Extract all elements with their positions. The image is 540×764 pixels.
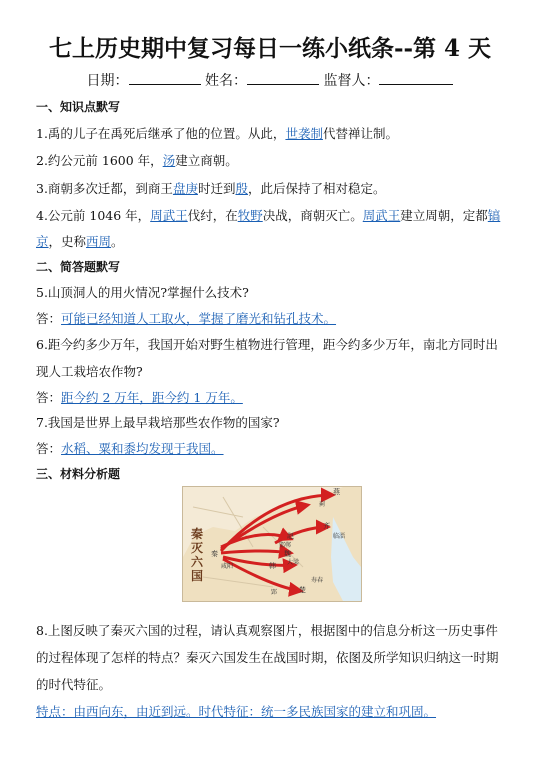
question-4-cont: 京，史称西周。 — [36, 234, 124, 249]
answer: 世袭制 — [285, 126, 323, 141]
map-label: 楚 — [299, 586, 306, 594]
answer: 周武王 — [150, 208, 188, 223]
map-label: 韩 — [269, 562, 276, 570]
answer: 西周 — [86, 234, 112, 249]
answer: 可能已经知道人工取火，掌握了磨光和钻孔技术。 — [61, 311, 337, 326]
name-field[interactable] — [247, 70, 319, 85]
map-label: 临淄 — [333, 533, 346, 540]
map-label: 赵 — [287, 532, 294, 540]
map-label: 邯郸 — [279, 542, 292, 549]
qin-unification-map — [182, 486, 362, 602]
section-short-answer: 二、简答题默写 — [36, 260, 121, 274]
answer-5: 答：可能已经知道人工取火，掌握了磨光和钻孔技术。 — [36, 311, 337, 326]
map-label: 魏 — [284, 550, 291, 558]
question-8-cont: 的时代特征。 — [36, 677, 112, 692]
supervisor-field[interactable] — [379, 70, 453, 85]
answer-7: 答：水稻、粟和黍均发现于我国。 — [36, 441, 224, 456]
map-graphic — [183, 487, 361, 601]
map-label: 燕 — [333, 488, 340, 496]
question-6: 6.距今约多少万年，我国开始对野生植物进行管理，距今约多少万年，南北方同时出 — [36, 337, 498, 352]
answer: 汤 — [162, 153, 176, 168]
date-label: 日期： — [86, 73, 129, 89]
question-2: 2.约公元前 1600 年，汤建立商朝。 — [36, 153, 238, 168]
map-label: 蓟 — [319, 501, 326, 508]
answer: 周武王 — [362, 208, 401, 223]
supervisor-label: 监督人： — [323, 73, 380, 89]
answer: 水稻、粟和黍均发现于我国。 — [61, 441, 224, 456]
map-title: 秦灭六国 — [190, 527, 203, 583]
answer: 距今约 2 万年，距今约 1 万年。 — [61, 390, 243, 405]
answer-6: 答：距今约 2 万年，距今约 1 万年。 — [36, 390, 243, 405]
question-7: 7.我国是世界上最早栽培那些农作物的国家? — [36, 415, 280, 430]
answer: 特点：由西向东，由近到远。时代特征：统一多民族国家的建立和巩固。 — [36, 704, 437, 719]
question-6-cont: 现人工栽培农作物? — [36, 364, 143, 379]
map-label: 咸阳 — [221, 563, 234, 570]
map-label: 齐 — [323, 522, 330, 530]
question-8-cont: 的过程体现了怎样的特点？秦灭六国发生在战国时期，依图及所学知识归纳这一时期 — [36, 650, 499, 665]
question-3: 3.商朝多次迁都，到商王盘庚时迁到殷，此后保持了相对稳定。 — [36, 181, 386, 196]
date-field[interactable] — [129, 70, 201, 85]
map-label: 寿春 — [311, 577, 324, 584]
header-fields — [0, 70, 540, 90]
question-5: 5.山顶洞人的用火情况?掌握什么技术? — [36, 285, 249, 300]
question-4: 4.公元前 1046 年，周武王伐纣，在牧野决战，商朝灭亡。周武王建立周朝，定都镐 — [36, 208, 501, 223]
page-title: 七上历史期中复习每日一练小纸条--第 4 天 — [48, 35, 492, 62]
answer-8 — [36, 702, 436, 720]
map-label: 大梁 — [287, 559, 300, 566]
name-label: 姓名： — [205, 73, 247, 89]
map-label: 郢 — [271, 589, 278, 596]
section-material: 三、材料分析题 — [36, 467, 121, 481]
answer: 京 — [36, 234, 49, 249]
question-1: 1.禹的儿子在禹死后继承了他的位置。从此，世袭制代替禅让制。 — [36, 126, 398, 141]
answer: 殷 — [235, 181, 248, 196]
answer: 盘庚 — [172, 181, 198, 196]
question-8: 8.上图反映了秦灭六国的过程，请认真观察图片，根据图中的信息分析这一历史事件 — [36, 623, 498, 638]
answer: 牧野 — [237, 208, 263, 223]
section-knowledge: 一、知识点默写 — [36, 100, 121, 114]
answer: 镐 — [487, 208, 501, 223]
map-label: 秦 — [211, 550, 218, 558]
